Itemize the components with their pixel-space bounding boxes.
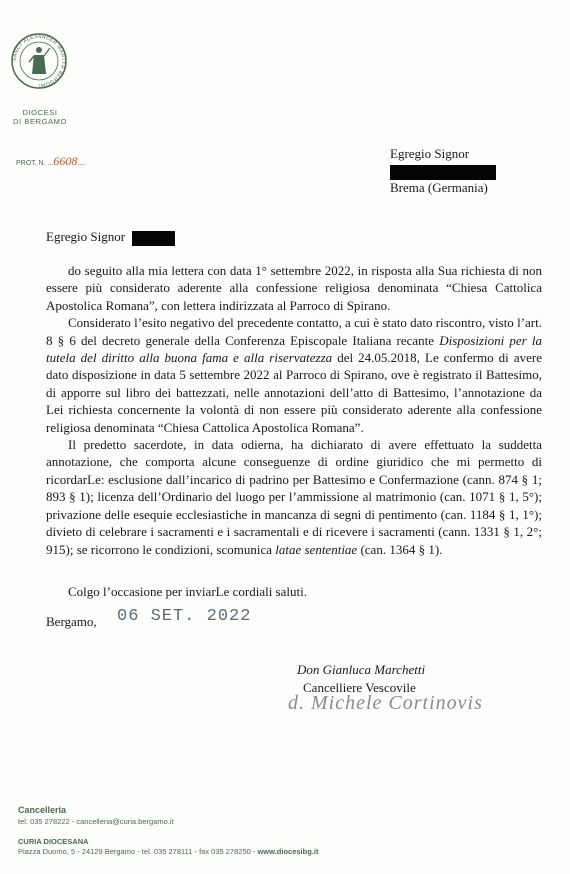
protocol-number: PROT. N. ...6608.... xyxy=(16,154,86,168)
paragraph-3: Il predetto sacerdote, in data odierna, ha dichiarato di avere effettuato la suddetta annotazione, che comporta alcune conseguenze di ordine giuridico che mi permetto di ricordarLe: esclusione dall’incarico di padrino per Battesimo e Confermazione (cann. 874 § 1; 893 § 1); licenza dell’Ordinario del luogo per l’ammissione al matrimonio (can. 1071 § 1, 5°); privazione delle esequie ecclesiastiche in mancanza di segni di pentimento (can. 1184 § 1, 1°); divieto di celebrare i sacramenti e i sacramentali e di ricevere i sacramenti (cann. 1331 § 1, 2°; 915); se ricorrono le condizioni, scomunica latae sententiae (can. 1364 § 1). xyxy=(46,437,542,557)
handwritten-signature: d. Michele Cortinovis xyxy=(288,692,483,714)
greeting-name-redacted xyxy=(132,231,175,246)
paragraph-2: Considerato l’esito negativo del precedente contatto, a cui è stato dato riscontro, visto l’art. 8 § 6 del decreto generale della Conferenza Episcopale Italiana recante Disposizioni per la tutela del diritto alla buona fama e alla riservatezza del 24.05.2018, Le confermo di avere dato disposizione in data 5 settembre 2022 al Parroco di Spirano, ove è registrato il Battesimo, di apporre sul libro dei battezzati, nelle annotazioni dell’atto di Battesimo, l’annotazione da Lei richiesta concernente la volontà di non essere più considerato aderente alla confessione religiosa denominata “Chiesa Cattolica Apostolica Romana”. xyxy=(46,315,542,435)
svg-text:SANCT ALEXANDER MARTYR BERGOMI: SANCT ALEXANDER MARTYR BERGOMI xyxy=(11,33,67,89)
signatory-title: Cancelliere Vescovile xyxy=(303,680,416,695)
date-stamp: 06 SET. 2022 xyxy=(117,607,252,626)
letter-body xyxy=(46,262,542,558)
protocol-label: PROT. N. xyxy=(16,160,48,167)
addressee-city: Brema (Germania) xyxy=(390,180,488,195)
date-place: Bergamo, xyxy=(46,614,97,629)
footer-curia: CURIA DIOCESANA xyxy=(18,837,89,846)
greeting-line xyxy=(46,229,175,246)
footer-website[interactable]: www.diocesibg.it xyxy=(257,847,319,856)
org-name-line2: DI BERGAMO xyxy=(13,117,67,126)
signatory-name: Don Gianluca Marchetti xyxy=(297,662,426,677)
footer-office-contact: tel. 035 278222 - cancelleria@curia.bergamo.it xyxy=(18,817,174,826)
diocese-seal-logo xyxy=(10,32,68,90)
footer-office: Cancelleria xyxy=(18,805,67,815)
protocol-handwritten-number: 6608 xyxy=(53,154,78,168)
closing-line: Colgo l’occasione per inviarLe cordiali saluti. xyxy=(68,584,307,599)
greeting-text: Egregio Signor xyxy=(46,229,126,244)
org-name-line1: DIOCESI xyxy=(22,108,58,117)
footer-address: Piazza Duomo, 5 - 24129 Bergamo - tel. 035 278111 - fax 035 278250 - www.diocesibg.it xyxy=(18,847,319,856)
addressee-salutation: Egregio Signor xyxy=(390,146,470,161)
paragraph-1: do seguito alla mia lettera con data 1° settembre 2022, in risposta alla Sua richiesta di non essere più considerato aderente alla confessione religiosa denominata “Chiesa Cattolica Apostolica Romana”, con lettera indirizzata al Parroco di Spirano. xyxy=(46,263,542,313)
addressee-name-redacted xyxy=(390,163,496,181)
